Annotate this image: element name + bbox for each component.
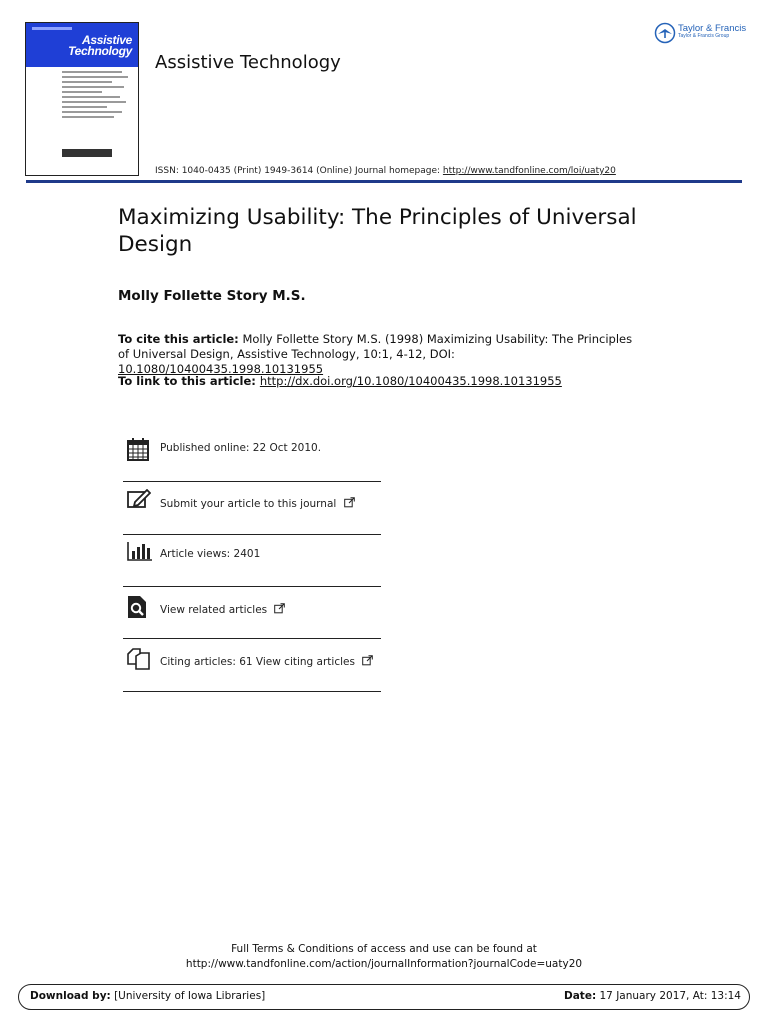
publisher-name: Taylor & Francis Taylor & Francis Group [678,23,747,39]
divider [123,534,381,535]
divider [123,481,381,482]
citing-articles-link[interactable]: Citing articles: 61 View citing articles [160,656,355,668]
citation-block: To cite this article: Molly Follette Story M.S. (1998) Maximizing Usability: The Principles of Universal Design, Assistive Technology, 10:1, 4-12, DOI: 10.1080/10400435.1998.10131955 [118,332,633,376]
external-link-icon [274,603,285,614]
calendar-icon [127,437,149,461]
article-link-line: To link to this article: http://dx.doi.org/10.1080/10400435.1998.10131955 [118,374,562,388]
cover-band [26,23,138,67]
submit-article-link[interactable]: Submit your article to this journal [160,498,337,510]
article-views-text: Article views: 2401 [160,548,261,560]
published-online-row [123,432,381,484]
citing-documents-icon [127,648,151,670]
external-link-icon [362,655,373,666]
taylor-francis-logo-icon [654,22,676,44]
published-online-text: Published online: 22 Oct 2010. [160,442,322,454]
external-link-icon [344,497,355,508]
terms-url-link[interactable]: http://www.tandfonline.com/action/journalInformation?journalCode=uaty20 [185,958,583,970]
article-views-row [123,538,381,590]
header-rule [26,180,742,183]
submit-article-row[interactable] [123,486,381,538]
cover-title: Assistive Technology [68,33,132,58]
article-title: Maximizing Usability: The Principles of Universal Design [118,205,637,257]
journal-cover-image [25,22,139,176]
divider [123,586,381,587]
related-articles-row[interactable] [123,590,381,642]
terms-notice: Full Terms & Conditions of access and use can be found at http://www.tandfonline.com/action/journalInformation?journalCode=uaty20 [0,942,768,972]
search-document-icon [127,595,147,619]
article-doi-url-link[interactable]: http://dx.doi.org/10.1080/10400435.1998.10131955 [259,374,562,388]
citing-articles-row[interactable] [123,642,381,694]
article-author: Molly Follette Story M.S. [118,288,306,304]
related-articles-link[interactable]: View related articles [160,604,268,616]
edit-icon [127,489,151,509]
doi-link[interactable]: 10.1080/10400435.1998.10131955 [118,362,324,376]
download-date: Date: 17 January 2017, At: 13:14 [564,990,741,1002]
journal-homepage-link[interactable]: http://www.tandfonline.com/loi/uaty20 [442,166,616,176]
issn-line: ISSN: 1040-0435 (Print) 1949-3614 (Online) Journal homepage: http://www.tandfonline.com/loi/uaty20 [155,166,616,176]
bar-chart-icon [127,541,153,561]
divider [123,638,381,639]
divider [123,691,381,692]
download-by: Download by: [University of Iowa Libraries] [30,990,266,1002]
journal-name: Assistive Technology [155,52,341,73]
